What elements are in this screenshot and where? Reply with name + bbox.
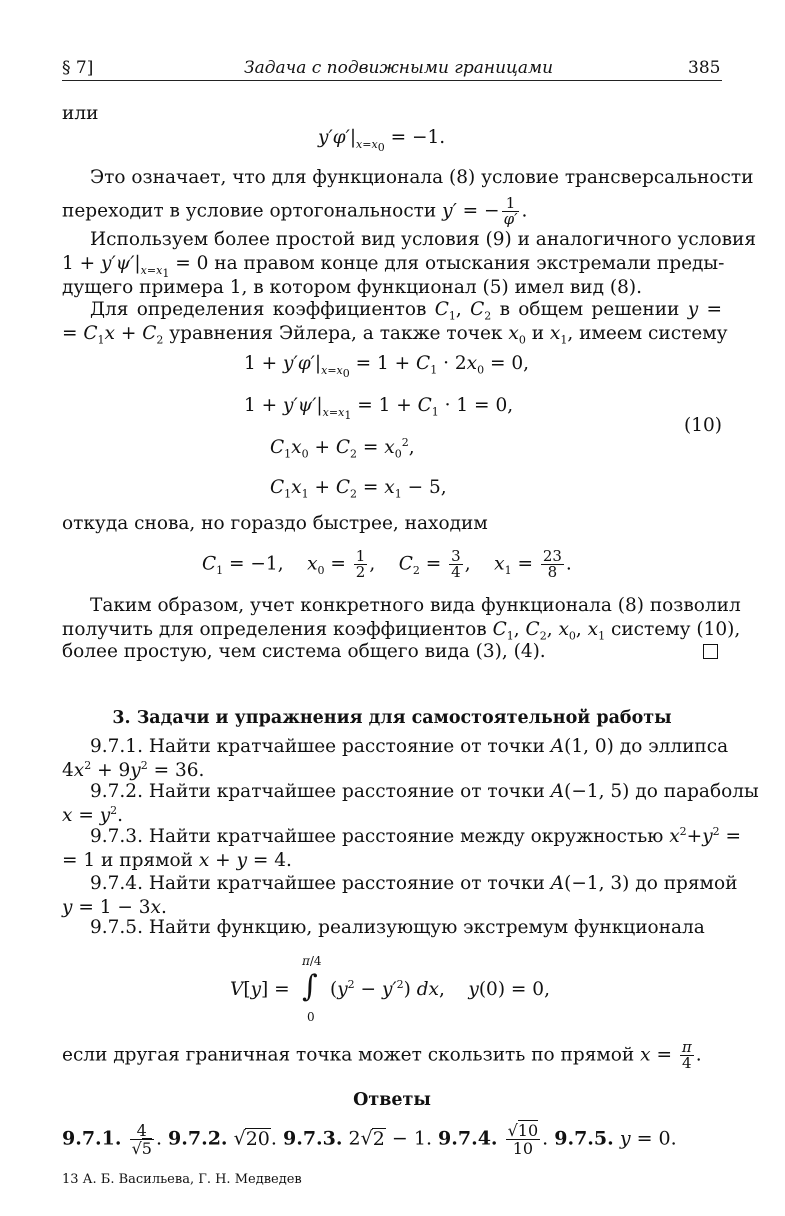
system-eq-2: $1 + y'\psi'|_{x=x_1} = 1 + C_1 \cdot 1 = 0$, bbox=[244, 395, 514, 422]
integral-upper-limit: π/4 bbox=[302, 954, 322, 968]
exercise-line: если другая граничная точка может скользить по прямой x = $\frac{\pi}{4}$ . bbox=[62, 1038, 702, 1072]
text-line: Таким образом, учет конкретного вида функционала (8) позволил bbox=[90, 595, 741, 616]
text-line: Это означает, что для функционала (8) условие трансверсальности bbox=[90, 167, 754, 188]
section-heading: 3. Задачи и упражнения для самостоятельной работы bbox=[112, 708, 672, 728]
answers-line: 9.7.1. $\frac{4}{√5}$ . 9.7.2. √20. 9.7.3. 2√2 − 1. 9.7.4. $\frac{√10}{10}$ . 9.7.5. y = 0. bbox=[62, 1121, 677, 1158]
system-eq-4: $C_1x_1 + C_2 = x_1 - 5$, bbox=[270, 477, 447, 501]
exercise-line: $4x^2 + 9y^2 = 36$. bbox=[62, 758, 205, 781]
equation-number: (10) bbox=[684, 415, 722, 436]
integral-sign: ∫ bbox=[302, 969, 318, 1004]
text-line: получить для определения коэффициентов $C_1$, $C_2$, $x_0$, $x_1$ систему (10), bbox=[62, 619, 741, 643]
functional-lhs: V[y] = bbox=[230, 979, 290, 1000]
text-line: более простую, чем система общего вида (3), (4). bbox=[62, 641, 546, 662]
exercise-line: $x = y^2$. bbox=[62, 803, 124, 826]
header-rule bbox=[62, 80, 722, 81]
qed-square-icon bbox=[703, 644, 718, 659]
exercise-line: 9.7.2. Найти кратчайшее расстояние от точки A(−1, 5) до параболы bbox=[90, 781, 759, 802]
exercise-line: 9.7.4. Найти кратчайшее расстояние от точки A(−1, 3) до прямой bbox=[90, 873, 738, 894]
text-line: $1 + y'\psi'|_{x=x_1} = 0$ на правом конце для отыскания экстремали преды- bbox=[62, 253, 725, 280]
text-line: или bbox=[62, 103, 99, 124]
answers-heading: Ответы bbox=[353, 1090, 431, 1110]
exercise-line: 9.7.5. Найти функцию, реализующую экстремум функционала bbox=[90, 917, 705, 938]
exercise-line: 9.7.1. Найти кратчайшее расстояние от точки A(1, 0) до эллипса bbox=[90, 736, 729, 757]
text-line: Используем более простой вид условия (9) и аналогичного условия bbox=[90, 229, 757, 250]
functional-rhs: $(y^2 - y'^2)$ dx, y(0) = 0, bbox=[330, 977, 550, 1000]
footer-note: 13 А. Б. Васильева, Г. Н. Медведев bbox=[62, 1172, 302, 1187]
text-line: дущего примера 1, в котором функционал (5) имел вид (8). bbox=[62, 277, 642, 298]
header-section: § 7] bbox=[62, 58, 94, 78]
exercise-line: y = 1 − 3x. bbox=[62, 897, 167, 918]
text-line: = $C_1x + C_2$ уравнения Эйлера, а также точек $x_0$ и $x_1$, имеем систему bbox=[62, 323, 728, 347]
formula-solution: $C_1 = -1$, $x_0$ = $\frac{1}{2}$ , $C_2$ = $\frac{3}{4}$ , $x_1$ = $\frac{23}{8}$ . bbox=[202, 547, 572, 581]
formula-orthogonality: $y'\varphi'|_{x=x_0} = -1$. bbox=[318, 127, 446, 154]
header-title: Задача с подвижными границами bbox=[244, 58, 554, 78]
system-eq-3: $C_1x_0 + C_2 = x_0^2$, bbox=[270, 435, 415, 461]
exercise-line: 9.7.3. Найти кратчайшее расстояние между окружностью $x^2+y^2$ = bbox=[90, 824, 742, 847]
text-line: Для определения коэффициентов $C_1$, $C_2$ в общем решении y = bbox=[90, 299, 722, 323]
text-line: переходит в условие ортогональности y′ = − $\frac{1}{\varphi'}$ . bbox=[62, 194, 528, 228]
text-line: откуда снова, но гораздо быстрее, находим bbox=[62, 513, 488, 534]
integral-lower-limit: 0 bbox=[307, 1010, 315, 1024]
system-eq-1: $1 + y'\varphi'|_{x=x_0} = 1 + C_1 \cdot 2x_0 = 0$, bbox=[244, 353, 529, 380]
exercise-line: = 1 и прямой x + y = 4. bbox=[62, 850, 292, 871]
page-number: 385 bbox=[688, 58, 721, 78]
